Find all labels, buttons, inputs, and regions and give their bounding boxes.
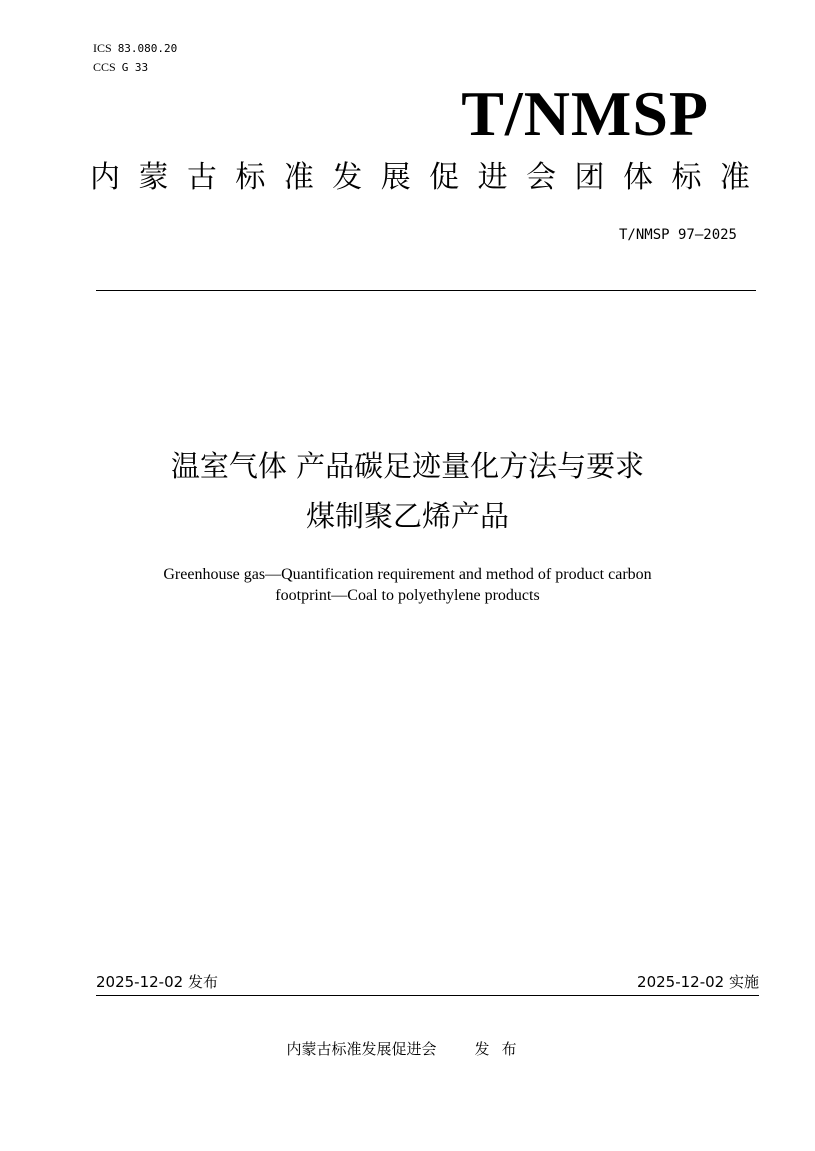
- publish-date: 2025-12-02 发布: [96, 973, 218, 991]
- organization-name-char: 展: [380, 160, 411, 195]
- organization-name-char: 准: [719, 160, 750, 195]
- publish-word: 发布: [474, 1040, 529, 1058]
- title-cn-line2: 煤制聚乙烯产品: [305, 499, 509, 533]
- organization-name-char: 会: [526, 160, 557, 195]
- organization-name-char: 标: [671, 160, 702, 195]
- footer-divider: [96, 995, 759, 996]
- title-cn-line1: 温室气体 产品碳足迹量化方法与要求: [170, 449, 645, 483]
- organization-name: [90, 158, 750, 198]
- issuer-line: [0, 1039, 815, 1059]
- ccs-code: G 33: [121, 61, 149, 74]
- organization-code: T/NMSP: [461, 78, 709, 149]
- organization-name-char: 标: [235, 160, 266, 195]
- ccs-line: [93, 59, 148, 76]
- organization-name-char: 促: [429, 160, 460, 195]
- organization-name-char: 进: [477, 160, 508, 195]
- organization-name-char: 体: [622, 160, 653, 195]
- organization-name-char: 古: [186, 160, 217, 195]
- organization-name-char: 内: [90, 160, 120, 195]
- organization-name-char: 团: [574, 160, 605, 195]
- organization-name-char: 准: [283, 160, 314, 195]
- standard-number: T/NMSP 97—2025: [618, 227, 737, 243]
- issuer-name: 内蒙古标准发展促进会: [286, 1040, 437, 1058]
- implement-date: 2025-12-02 实施: [637, 973, 759, 991]
- ics-code: 83.080.20: [117, 42, 178, 55]
- ics-label: ICS: [93, 41, 112, 55]
- ics-line: [93, 40, 177, 57]
- organization-name-char: 蒙: [138, 160, 169, 195]
- header-divider: [96, 290, 756, 291]
- ccs-label: CCS: [93, 60, 116, 74]
- title-en-line1: Greenhouse gas—Quantification requirement and method of product carbon: [163, 566, 652, 583]
- organization-name-char: 发: [332, 160, 363, 195]
- title-en-line2: footprint—Coal to polyethylene products: [275, 587, 540, 604]
